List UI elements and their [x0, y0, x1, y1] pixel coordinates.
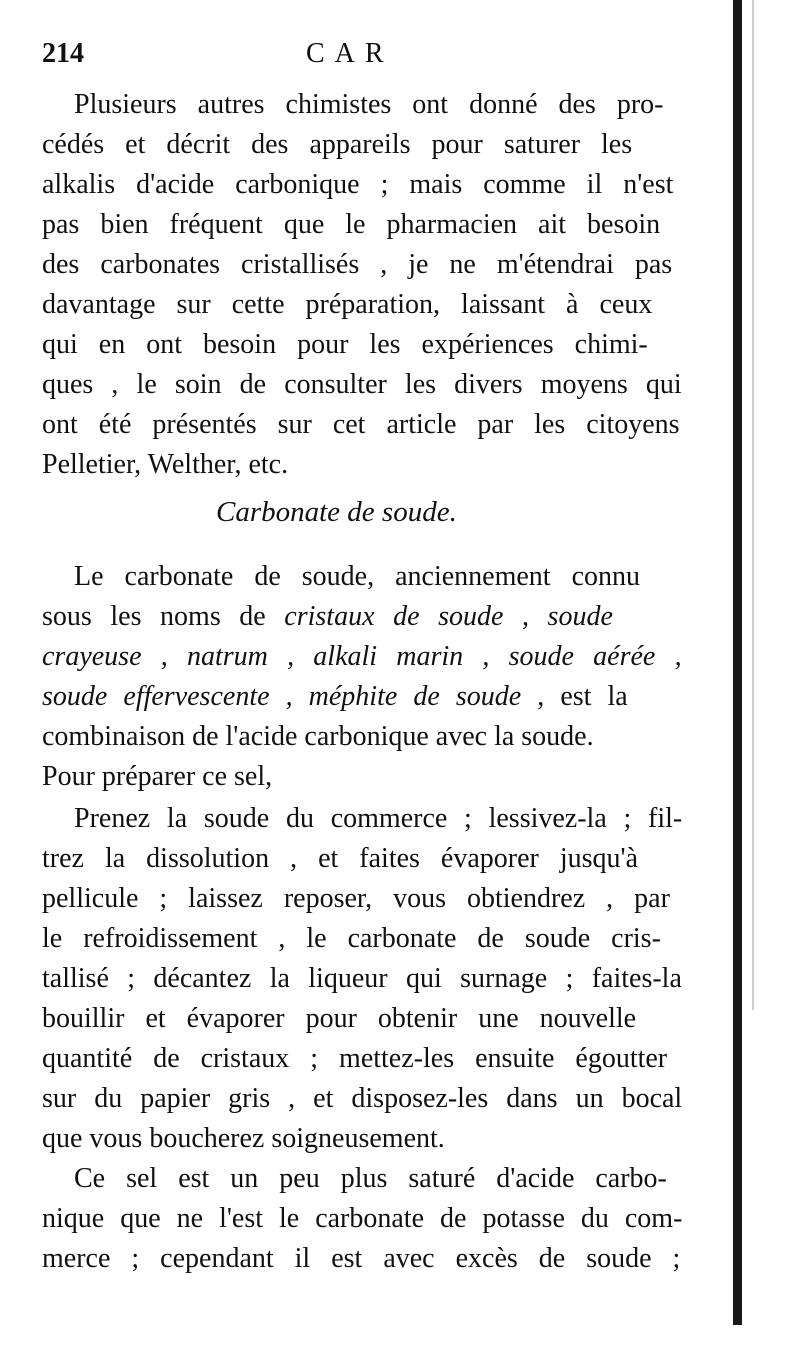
page-edge-shadow — [752, 0, 754, 1010]
text-line: Le carbonate de soude, anciennement connu — [74, 561, 641, 592]
text-line: Pelletier, Welther, etc. — [42, 449, 289, 480]
italic-segment: cristaux de soude , soude — [284, 601, 613, 632]
text-segment: , est la — [521, 681, 628, 712]
text-line: Ce sel est un peu plus saturé d'acide carbo- — [74, 1163, 667, 1194]
italic-segment: soude effervescente , méphite de soude — [42, 681, 522, 712]
text-line: tallisé ; décantez la liqueur qui surnage ; faites-la — [42, 963, 682, 994]
text-line: nique que ne l'est le carbonate de potasse du com- — [42, 1203, 683, 1234]
text-line: le refroidissement , le carbonate de soude cris- — [42, 923, 661, 954]
page-number: 214 — [42, 38, 84, 69]
text-line — [42, 678, 682, 716]
text-line: davantage sur cette préparation, laissant à ceux — [42, 289, 653, 320]
text-line: ques , le soin de consulter les divers moyens qui — [42, 369, 682, 400]
text-line: bouillir et évaporer pour obtenir une nouvelle — [42, 1003, 637, 1034]
text-line: Pour préparer ce sel, — [42, 761, 273, 792]
text-line: Prenez la soude du commerce ; lessivez-la ; fil- — [74, 803, 683, 834]
text-line: pellicule ; laissez reposer, vous obtiendrez , par — [42, 883, 670, 914]
text-line: sur du papier gris , et disposez-les dans un bocal — [42, 1083, 683, 1114]
page-header — [42, 38, 692, 78]
text-line: merce ; cependant il est avec excès de soude ; — [42, 1243, 681, 1274]
text-line — [42, 598, 682, 636]
text-line: pas bien fréquent que le pharmacien ait besoin — [42, 209, 661, 240]
text-line: quantité de cristaux ; mettez-les ensuite égoutter — [42, 1043, 668, 1074]
text-line: que vous boucherez soigneusement. — [42, 1123, 445, 1154]
text-line: cédés et décrit des appareils pour saturer les — [42, 129, 633, 160]
text-line: combinaison de l'acide carbonique avec la soude. — [42, 721, 594, 752]
text-segment: sous les noms de — [42, 601, 285, 632]
text-line: alkalis d'acide carbonique ; mais comme il n'est — [42, 169, 674, 200]
running-head: CAR — [306, 38, 394, 69]
text-line: des carbonates cristallisés , je ne m'étendrai pas — [42, 249, 673, 280]
text-line: ont été présentés sur cet article par les citoyens — [42, 409, 680, 440]
text-line: trez la dissolution , et faites évaporer jusqu'à — [42, 843, 638, 874]
section-heading: Carbonate de soude. — [216, 496, 457, 528]
italic-line: crayeuse , natrum , alkali marin , soude aérée , — [42, 641, 682, 672]
text-line: qui en ont besoin pour les expériences chimi- — [42, 329, 648, 360]
text-line: Plusieurs autres chimistes ont donné des pro- — [74, 89, 664, 120]
binding-edge — [733, 0, 742, 1325]
